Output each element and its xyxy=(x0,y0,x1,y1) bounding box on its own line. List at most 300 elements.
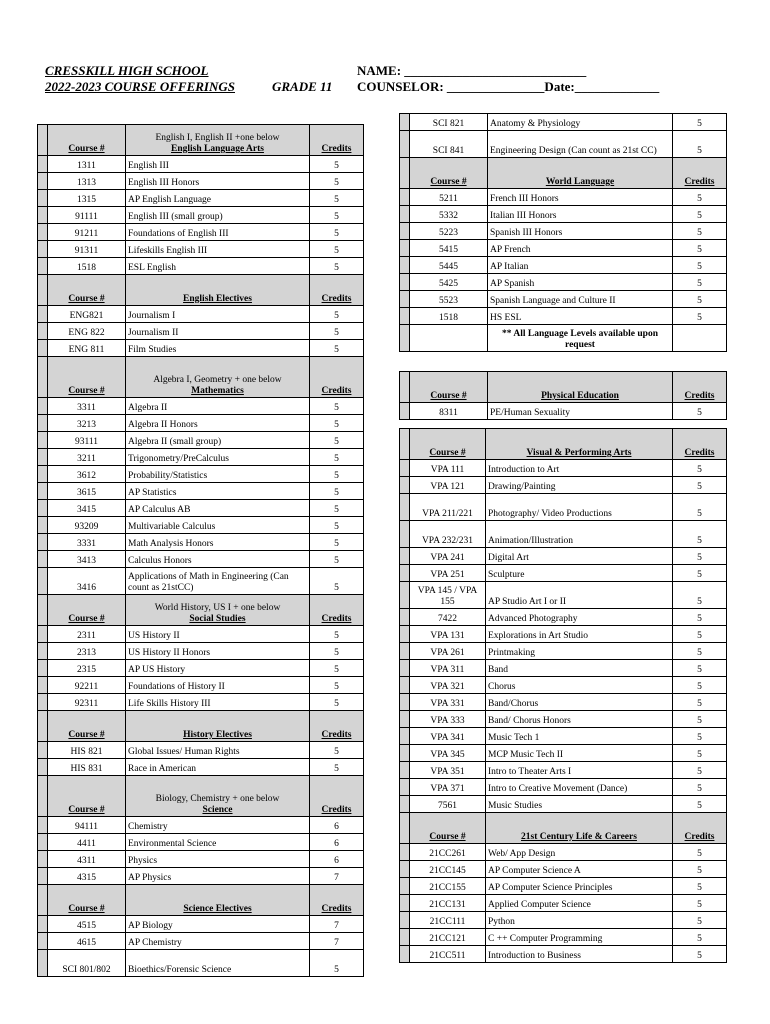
gutter-cell xyxy=(38,275,48,306)
course-number: VPA 232/231 xyxy=(410,521,486,548)
course-credits: 5 xyxy=(673,189,727,206)
course-credits: 5 xyxy=(673,308,727,325)
gutter-cell xyxy=(400,257,410,274)
course-name: AP Chemistry xyxy=(126,933,310,950)
gutter-cell xyxy=(400,677,410,694)
gutter-cell xyxy=(400,895,410,912)
gutter-cell xyxy=(400,521,410,548)
course-number-header: Course # xyxy=(410,158,488,189)
gutter-cell xyxy=(400,711,410,728)
language-note: ** All Language Levels available upon request xyxy=(488,325,673,352)
course-number: 7561 xyxy=(410,796,486,813)
course-number: 5523 xyxy=(410,291,488,308)
course-name: Introduction to Business xyxy=(486,946,673,963)
course-number: 21CC145 xyxy=(410,861,486,878)
course-row xyxy=(38,950,364,977)
course-number: ENG 822 xyxy=(48,323,126,340)
course-row xyxy=(38,432,364,449)
course-number: 5332 xyxy=(410,206,488,223)
course-name: Band/Chorus xyxy=(486,694,673,711)
course-number: 2313 xyxy=(48,643,126,660)
course-credits: 5 xyxy=(310,306,364,323)
course-number: VPA 345 xyxy=(410,745,486,762)
gutter-cell xyxy=(400,240,410,257)
course-number: 2311 xyxy=(48,626,126,643)
right-top-table xyxy=(399,113,727,352)
section-header xyxy=(38,125,364,156)
section-header xyxy=(38,275,364,306)
section-title-text: Social Studies xyxy=(189,614,246,624)
course-name: Math Analysis Honors xyxy=(126,534,310,551)
course-credits: 5 xyxy=(673,582,727,609)
gutter-cell xyxy=(400,403,410,420)
gutter-cell xyxy=(38,950,48,977)
course-credits: 5 xyxy=(310,207,364,224)
course-name: AP Biology xyxy=(126,916,310,933)
course-credits: 6 xyxy=(310,817,364,834)
course-number: 21CC121 xyxy=(410,929,486,946)
course-credits: 5 xyxy=(310,568,364,595)
course-credits: 5 xyxy=(673,844,727,861)
course-number: VPA 111 xyxy=(410,460,486,477)
gutter-cell xyxy=(38,626,48,643)
gutter-cell xyxy=(38,340,48,357)
gutter-cell xyxy=(38,224,48,241)
gutter-cell xyxy=(400,114,410,131)
course-name: English III xyxy=(126,156,310,173)
course-credits: 5 xyxy=(310,258,364,275)
course-row xyxy=(38,483,364,500)
course-row xyxy=(38,933,364,950)
course-credits: 7 xyxy=(310,916,364,933)
course-name: AP Italian xyxy=(488,257,673,274)
gutter-cell xyxy=(38,258,48,275)
course-number: SCI 821 xyxy=(410,114,488,131)
course-row xyxy=(38,660,364,677)
gutter-cell xyxy=(400,460,410,477)
course-row xyxy=(38,241,364,258)
course-name: Bioethics/Forensic Science xyxy=(126,950,310,977)
section-title xyxy=(126,595,310,626)
course-number: VPA 145 / VPA 155 xyxy=(410,582,486,609)
course-number: 5211 xyxy=(410,189,488,206)
gutter-cell xyxy=(400,372,410,403)
course-name: AP Spanish xyxy=(488,274,673,291)
course-credits: 5 xyxy=(673,861,727,878)
course-name: AP Computer Science A xyxy=(486,861,673,878)
gutter-cell xyxy=(38,125,48,156)
gutter-cell xyxy=(38,534,48,551)
course-number-header: Course # xyxy=(48,776,126,817)
course-number: 4315 xyxy=(48,868,126,885)
course-name: Introduction to Art xyxy=(486,460,673,477)
course-name: Animation/Illustration xyxy=(486,521,673,548)
course-credits: 5 xyxy=(673,257,727,274)
course-row xyxy=(38,207,364,224)
course-row xyxy=(400,728,727,745)
course-credits: 5 xyxy=(673,779,727,796)
course-row xyxy=(38,449,364,466)
course-row xyxy=(38,466,364,483)
left-course-table xyxy=(37,124,364,977)
course-row xyxy=(400,403,727,420)
course-name: Physics xyxy=(126,851,310,868)
credits-header: Credits xyxy=(310,275,364,306)
course-credits: 5 xyxy=(673,609,727,626)
course-number: SCI 801/802 xyxy=(48,950,126,977)
course-number-header: Course # xyxy=(48,885,126,916)
course-number: VPA 351 xyxy=(410,762,486,779)
gutter-cell xyxy=(38,500,48,517)
gutter-cell xyxy=(400,643,410,660)
course-name: Intro to Creative Movement (Dance) xyxy=(486,779,673,796)
course-number: 1311 xyxy=(48,156,126,173)
course-credits: 6 xyxy=(310,851,364,868)
course-row xyxy=(400,189,727,206)
gutter-cell xyxy=(400,796,410,813)
course-name: Probability/Statistics xyxy=(126,466,310,483)
gutter-cell xyxy=(38,483,48,500)
section-title-text: World Language xyxy=(545,177,615,187)
course-row xyxy=(38,677,364,694)
course-row xyxy=(400,223,727,240)
course-number: VPA 131 xyxy=(410,626,486,643)
course-number: VPA 321 xyxy=(410,677,486,694)
course-number: ENG 811 xyxy=(48,340,126,357)
course-row xyxy=(400,206,727,223)
course-row xyxy=(400,626,727,643)
course-row xyxy=(38,156,364,173)
course-credits: 5 xyxy=(310,534,364,551)
course-credits: 5 xyxy=(310,190,364,207)
course-name: Lifeskills English III xyxy=(126,241,310,258)
section-header xyxy=(400,372,727,403)
course-name: Photography/ Video Productions xyxy=(486,494,673,521)
section-title-text: English Electives xyxy=(183,294,252,304)
section-header xyxy=(400,429,727,460)
course-name: Band/ Chorus Honors xyxy=(486,711,673,728)
gutter-cell xyxy=(38,834,48,851)
course-credits: 5 xyxy=(673,626,727,643)
section-header xyxy=(38,595,364,626)
course-number: 21CC155 xyxy=(410,878,486,895)
course-credits: 5 xyxy=(310,742,364,759)
section-title-text: English Language Arts xyxy=(171,144,264,154)
course-credits: 5 xyxy=(673,494,727,521)
section-title-text: Visual & Performing Arts xyxy=(526,448,632,458)
course-credits: 5 xyxy=(673,206,727,223)
course-name: ESL English xyxy=(126,258,310,275)
course-credits: 5 xyxy=(673,223,727,240)
course-name: PE/Human Sexuality xyxy=(488,403,673,420)
course-row xyxy=(38,190,364,207)
gutter-cell xyxy=(38,323,48,340)
course-row xyxy=(38,224,364,241)
course-credits: 5 xyxy=(310,323,364,340)
gutter-cell xyxy=(400,206,410,223)
course-number: 92211 xyxy=(48,677,126,694)
section-title xyxy=(488,372,673,403)
gutter-cell xyxy=(400,728,410,745)
gutter-cell xyxy=(400,158,410,189)
gutter-cell xyxy=(400,946,410,963)
counselor-field[interactable]: COUNSELOR: _______________Date:_____________ xyxy=(357,79,660,94)
course-name: Web/ App Design xyxy=(486,844,673,861)
course-credits: 5 xyxy=(673,929,727,946)
course-name: French III Honors xyxy=(488,189,673,206)
course-number: HIS 821 xyxy=(48,742,126,759)
course-number: 8311 xyxy=(410,403,488,420)
course-name: Drawing/Painting xyxy=(486,477,673,494)
course-credits: 5 xyxy=(310,241,364,258)
course-credits: 5 xyxy=(673,745,727,762)
course-name: Python xyxy=(486,912,673,929)
course-name: Sculpture xyxy=(486,565,673,582)
course-credits: 5 xyxy=(673,762,727,779)
course-number: 92311 xyxy=(48,694,126,711)
course-name: Calculus Honors xyxy=(126,551,310,568)
gutter-cell xyxy=(38,306,48,323)
course-number: 4311 xyxy=(48,851,126,868)
course-credits: 5 xyxy=(310,517,364,534)
course-number: 5415 xyxy=(410,240,488,257)
course-name: AP French xyxy=(488,240,673,257)
course-name: Trigonometry/PreCalculus xyxy=(126,449,310,466)
course-row xyxy=(38,534,364,551)
course-name: Applied Computer Science xyxy=(486,895,673,912)
course-number: 21CC131 xyxy=(410,895,486,912)
course-row xyxy=(38,323,364,340)
course-row xyxy=(400,114,727,131)
course-name: Digital Art xyxy=(486,548,673,565)
gutter-cell xyxy=(400,223,410,240)
course-name: US History II xyxy=(126,626,310,643)
course-name: Italian III Honors xyxy=(488,206,673,223)
course-number: 91311 xyxy=(48,241,126,258)
course-number: 3213 xyxy=(48,415,126,432)
gutter-cell xyxy=(38,817,48,834)
course-credits: 5 xyxy=(310,224,364,241)
course-row xyxy=(38,916,364,933)
course-name: Anatomy & Physiology xyxy=(488,114,673,131)
section-requirement: World History, US I + one below xyxy=(154,603,281,613)
course-row xyxy=(38,694,364,711)
section-title-text: Science Electives xyxy=(183,904,252,914)
course-credits: 5 xyxy=(673,240,727,257)
course-number: 3413 xyxy=(48,551,126,568)
section-title xyxy=(486,429,673,460)
course-row xyxy=(400,895,727,912)
gutter-cell xyxy=(400,844,410,861)
course-row xyxy=(38,173,364,190)
course-credits: 7 xyxy=(310,933,364,950)
course-credits: 5 xyxy=(673,643,727,660)
gutter-cell xyxy=(400,325,410,352)
course-credits: 5 xyxy=(673,728,727,745)
course-name: AP Physics xyxy=(126,868,310,885)
course-number: VPA 121 xyxy=(410,477,486,494)
credits-header: Credits xyxy=(310,776,364,817)
course-name: Engineering Design (Can count as 21st CC) xyxy=(488,131,673,158)
course-row xyxy=(400,494,727,521)
course-number: 21CC511 xyxy=(410,946,486,963)
gutter-cell xyxy=(38,466,48,483)
course-row xyxy=(400,912,727,929)
gutter-cell xyxy=(38,595,48,626)
course-row xyxy=(400,477,727,494)
name-field[interactable]: NAME: ____________________________ xyxy=(357,63,587,78)
course-credits: 6 xyxy=(310,834,364,851)
gutter-cell xyxy=(38,568,48,595)
course-row xyxy=(400,257,727,274)
course-name: Environmental Science xyxy=(126,834,310,851)
course-credits: 5 xyxy=(310,156,364,173)
course-number: 3416 xyxy=(48,568,126,595)
course-number: 5445 xyxy=(410,257,488,274)
gutter-cell xyxy=(400,762,410,779)
course-number: VPA 211/221 xyxy=(410,494,486,521)
course-credits: 5 xyxy=(310,466,364,483)
course-row xyxy=(400,844,727,861)
course-credits: 5 xyxy=(673,946,727,963)
course-row xyxy=(400,745,727,762)
course-row xyxy=(400,878,727,895)
gutter-cell xyxy=(38,241,48,258)
course-number: 7422 xyxy=(410,609,486,626)
gutter-cell xyxy=(38,885,48,916)
gutter-cell xyxy=(400,745,410,762)
gutter-cell xyxy=(400,494,410,521)
course-credits: 5 xyxy=(673,565,727,582)
section-title xyxy=(488,158,673,189)
school-name: CRESSKILL HIGH SCHOOL xyxy=(45,63,209,78)
section-header xyxy=(400,158,727,189)
section-header xyxy=(38,776,364,817)
gutter-cell xyxy=(400,861,410,878)
course-row xyxy=(400,565,727,582)
gutter-cell xyxy=(38,660,48,677)
course-credits: 5 xyxy=(310,415,364,432)
gutter-cell xyxy=(400,813,410,844)
course-number: 3311 xyxy=(48,398,126,415)
course-credits: 5 xyxy=(673,548,727,565)
course-name: Intro to Theater Arts I xyxy=(486,762,673,779)
gutter-cell xyxy=(38,851,48,868)
gutter-cell xyxy=(38,711,48,742)
gutter-cell xyxy=(400,878,410,895)
course-credits: 5 xyxy=(673,878,727,895)
course-row xyxy=(38,306,364,323)
course-credits: 5 xyxy=(310,340,364,357)
course-number: 94111 xyxy=(48,817,126,834)
gutter-cell xyxy=(400,131,410,158)
course-row xyxy=(400,548,727,565)
course-number: ENG821 xyxy=(48,306,126,323)
course-row xyxy=(38,340,364,357)
course-row xyxy=(38,500,364,517)
course-row xyxy=(400,779,727,796)
course-number-header: Course # xyxy=(410,372,488,403)
course-credits: 5 xyxy=(673,912,727,929)
gutter-cell xyxy=(38,776,48,817)
section-header xyxy=(38,357,364,398)
course-number: VPA 341 xyxy=(410,728,486,745)
course-credits: 5 xyxy=(310,173,364,190)
section-title xyxy=(126,776,310,817)
gutter-cell xyxy=(38,551,48,568)
course-number: 5425 xyxy=(410,274,488,291)
gutter-cell xyxy=(38,868,48,885)
course-row xyxy=(38,626,364,643)
course-credits: 5 xyxy=(673,114,727,131)
empty-cell xyxy=(410,325,488,352)
gutter-cell xyxy=(400,582,410,609)
credits-header: Credits xyxy=(310,595,364,626)
course-number-header: Course # xyxy=(48,711,126,742)
course-credits: 5 xyxy=(673,403,727,420)
course-number: 91211 xyxy=(48,224,126,241)
section-title-text: Science xyxy=(202,805,233,815)
gutter-cell xyxy=(400,548,410,565)
gutter-cell xyxy=(38,449,48,466)
course-name: Printmaking xyxy=(486,643,673,660)
course-credits: 5 xyxy=(310,660,364,677)
credits-header: Credits xyxy=(310,357,364,398)
course-credits: 5 xyxy=(673,711,727,728)
course-number: 93111 xyxy=(48,432,126,449)
section-title-text: Mathematics xyxy=(191,386,244,396)
course-number: VPA 333 xyxy=(410,711,486,728)
gutter-cell xyxy=(400,477,410,494)
credits-header: Credits xyxy=(310,125,364,156)
course-number: VPA 331 xyxy=(410,694,486,711)
course-name: English III (small group) xyxy=(126,207,310,224)
section-title-text: Physical Education xyxy=(541,391,619,401)
course-credits: 7 xyxy=(310,868,364,885)
section-requirement: Algebra I, Geometry + one below xyxy=(153,375,282,385)
course-row xyxy=(38,834,364,851)
course-row xyxy=(400,240,727,257)
gutter-cell xyxy=(400,694,410,711)
course-row xyxy=(38,817,364,834)
course-name: AP Calculus AB xyxy=(126,500,310,517)
gutter-cell xyxy=(38,173,48,190)
gutter-cell xyxy=(400,291,410,308)
course-credits: 5 xyxy=(310,500,364,517)
course-name: Chorus xyxy=(486,677,673,694)
course-credits: 5 xyxy=(673,521,727,548)
credits-header: Credits xyxy=(673,429,727,460)
course-number: 4515 xyxy=(48,916,126,933)
course-row xyxy=(400,660,727,677)
course-number: 3612 xyxy=(48,466,126,483)
gutter-cell xyxy=(400,308,410,325)
course-row xyxy=(38,742,364,759)
gutter-cell xyxy=(400,779,410,796)
gutter-cell xyxy=(38,432,48,449)
gutter-cell xyxy=(400,626,410,643)
course-name: Applications of Math in Engineering (Can count as 21stCC) xyxy=(126,568,310,595)
course-row xyxy=(38,398,364,415)
course-name: Band xyxy=(486,660,673,677)
course-number: VPA 261 xyxy=(410,643,486,660)
course-row xyxy=(400,582,727,609)
course-row xyxy=(400,796,727,813)
gutter-cell xyxy=(400,609,410,626)
course-row xyxy=(400,762,727,779)
course-name: Foundations of English III xyxy=(126,224,310,241)
credits-header: Credits xyxy=(310,711,364,742)
